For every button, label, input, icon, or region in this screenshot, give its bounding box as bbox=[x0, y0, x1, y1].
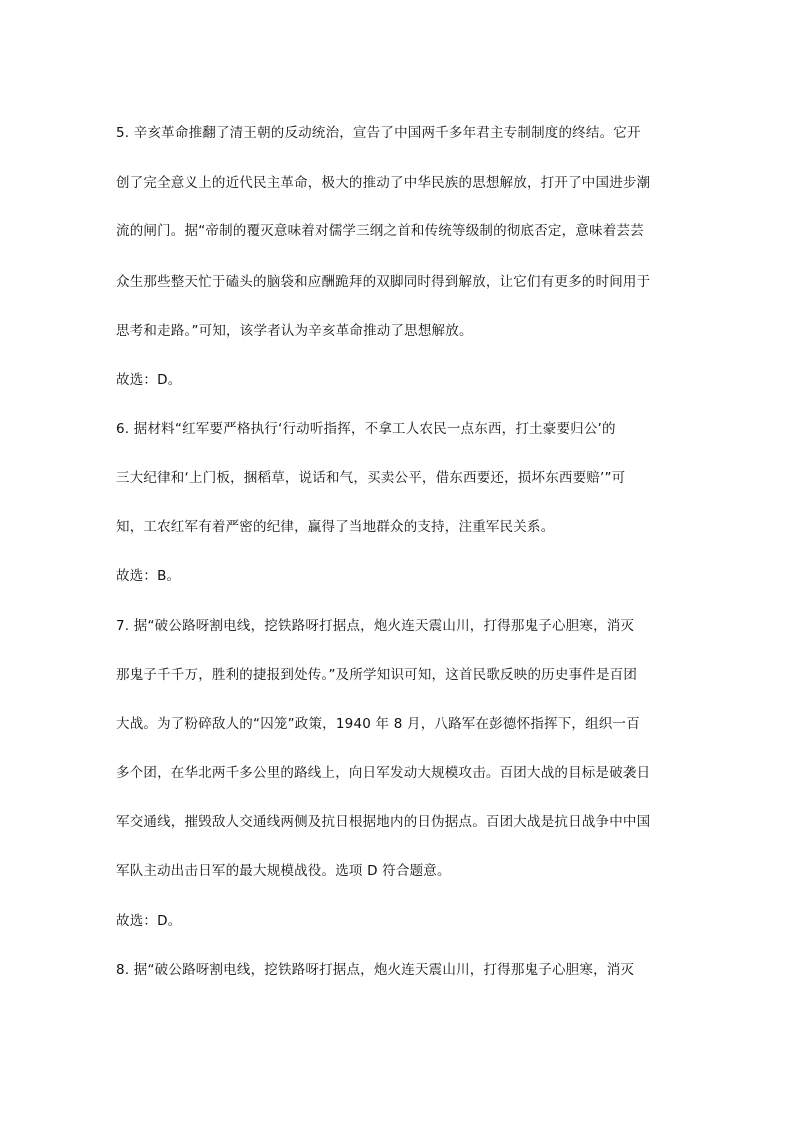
text-line: 军交通线，摧毁敌人交通线两侧及抗日根据地内的日伪据点。百团大战是抗日战争中中国 bbox=[116, 814, 651, 830]
text-line: 知，工农红军有着严密的纪律，赢得了当地群众的支持，注重军民关系。 bbox=[116, 519, 555, 535]
text-line: 7. 据“破公路呀割电线，挖铁路呀打据点，炮火连天震山川，打得那鬼子心胆寒，消灭 bbox=[116, 618, 635, 634]
text-line: 8. 据“破公路呀割电线，挖铁路呀打据点，炮火连天震山川，打得那鬼子心胆寒，消灭 bbox=[116, 962, 635, 978]
text-line: 5. 辛亥革命推翻了清王朝的反动统治，宣告了中国两千多年君主专制制度的终结。它开 bbox=[116, 125, 641, 141]
text-line: 思考和走路。”可知，该学者认为辛亥革命推动了思想解放。 bbox=[116, 323, 473, 339]
text-line: 6. 据材料“红军要严格执行‘行动听指挥，不拿工人农民一点东西，打土豪要归公’的 bbox=[116, 421, 616, 437]
answer-line: 故选：D。 bbox=[116, 372, 182, 388]
text-line: 众生那些整天忙于磕头的脑袋和应酬跪拜的双脚同时得到解放，让它们有更多的时间用于 bbox=[116, 274, 651, 290]
text-line: 那鬼子千千万，胜利的捷报到处传。”及所学知识可知，这首民歌反映的历史事件是百团 bbox=[116, 667, 638, 683]
text-line: 流的闸门。据“帝制的覆灭意味着对儒学三纲之首和传统等级制的彻底否定，意味着芸芸 bbox=[116, 223, 644, 239]
answer-line: 故选：B。 bbox=[116, 568, 181, 584]
text-line: 三大纪律和‘上门板，捆稻草，说话和气，买卖公平，借东西要还，损坏东西要赔’”可 bbox=[116, 470, 626, 486]
text-line: 创了完全意义上的近代民主革命，极大的推动了中华民族的思想解放，打开了中国进步潮 bbox=[116, 175, 651, 191]
text-line: 大战。为了粉碎敌人的“囚笼”政策，1940 年 8 月，八路军在彭德怀指挥下，组织一百 bbox=[116, 716, 640, 732]
text-line: 多个团，在华北两千多公里的路线上，向日军发动大规模攻击。百团大战的目标是破袭日 bbox=[116, 765, 651, 781]
answer-line: 故选：D。 bbox=[116, 913, 182, 929]
text-line: 军队主动出击日军的最大规模战役。选项 D 符合题意。 bbox=[116, 863, 451, 879]
